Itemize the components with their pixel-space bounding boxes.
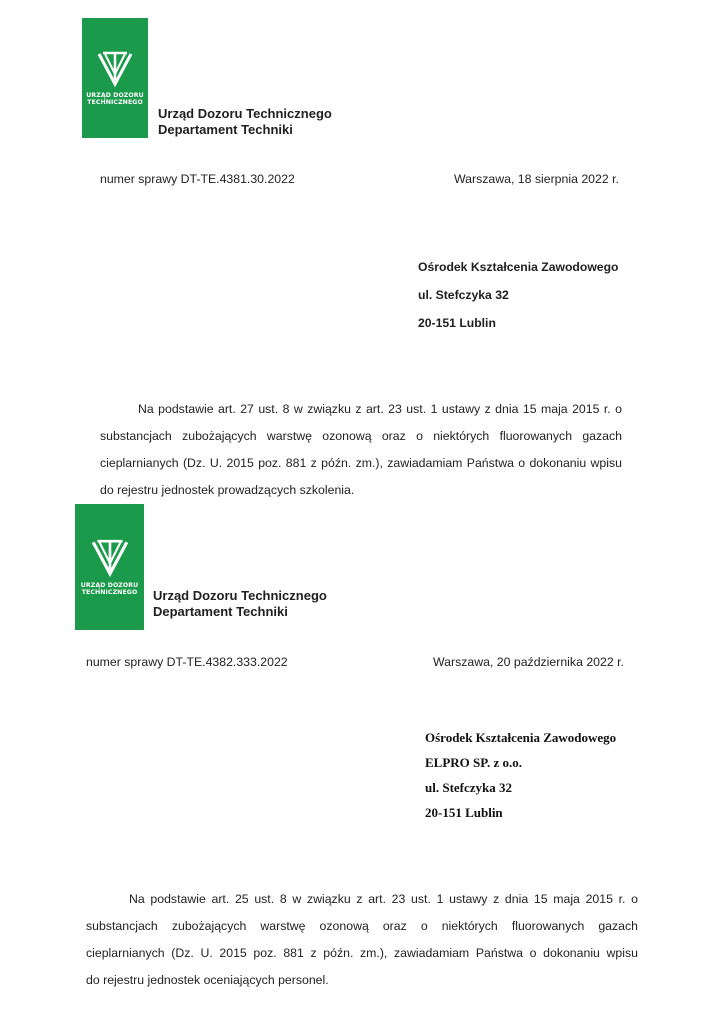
recipient-line: 20-151 Lublin — [418, 316, 496, 330]
logo-text: URZĄD DOZORU TECHNICZNEGO — [80, 581, 139, 596]
office-name: Urząd Dozoru Technicznego — [153, 588, 327, 603]
body-line: Na podstawie art. 25 ust. 8 w związku z art. 23 ust. 1 ustawy z dnia 15 maja 2015 r. o — [129, 892, 638, 906]
body-line: cieplarnianych (Dz. U. 2015 poz. 881 z późn. zm.), zawiadamiam Państwa o dokonaniu wpisu — [100, 456, 622, 470]
letter-body — [86, 886, 638, 994]
recipient-line: ELPRO SP. z o.o. — [425, 755, 523, 770]
recipient-line: 20-151 Lublin — [425, 805, 503, 820]
body-line: do rejestru jednostek oceniających personel. — [86, 973, 329, 987]
udt-logo — [82, 18, 148, 138]
department-name: Departament Techniki — [153, 604, 288, 619]
udt-emblem-icon — [89, 538, 131, 578]
body-line: cieplarnianych (Dz. U. 2015 poz. 881 z późn. zm.), zawiadamiam Państwa o dokonaniu wpisu — [86, 946, 638, 960]
recipient-line: ul. Stefczyka 32 — [418, 288, 509, 302]
department-name: Departament Techniki — [158, 122, 293, 137]
letter-date: Warszawa, 18 sierpnia 2022 r. — [454, 172, 619, 186]
case-number: numer sprawy DT-TE.4381.30.2022 — [100, 172, 295, 186]
office-heading — [153, 588, 327, 620]
udt-logo — [75, 504, 144, 630]
case-number: numer sprawy DT-TE.4382.333.2022 — [86, 655, 288, 669]
recipient-line: ul. Stefczyka 32 — [425, 780, 513, 795]
letter-date: Warszawa, 20 października 2022 r. — [433, 655, 624, 669]
recipient-line: Ośrodek Kształcenia Zawodowego — [425, 730, 617, 745]
office-name: Urząd Dozoru Technicznego — [158, 106, 332, 121]
recipient-line: Ośrodek Kształcenia Zawodowego — [418, 260, 619, 274]
logo-text: URZĄD DOZORU TECHNICZNEGO — [86, 91, 144, 106]
letter-body — [100, 396, 622, 504]
body-line: substancjach zubożających warstwę ozonową oraz o niektórych fluorowanych gazach — [86, 919, 638, 933]
body-line: Na podstawie art. 27 ust. 8 w związku z art. 23 ust. 1 ustawy z dnia 15 maja 2015 r. o — [138, 402, 622, 416]
body-line: substancjach zubożających warstwę ozonową oraz o niektórych fluorowanych gazach — [100, 429, 622, 443]
body-line: do rejestru jednostek prowadzących szkolenia. — [100, 483, 355, 497]
udt-emblem-icon — [95, 50, 135, 88]
office-heading — [158, 106, 332, 138]
